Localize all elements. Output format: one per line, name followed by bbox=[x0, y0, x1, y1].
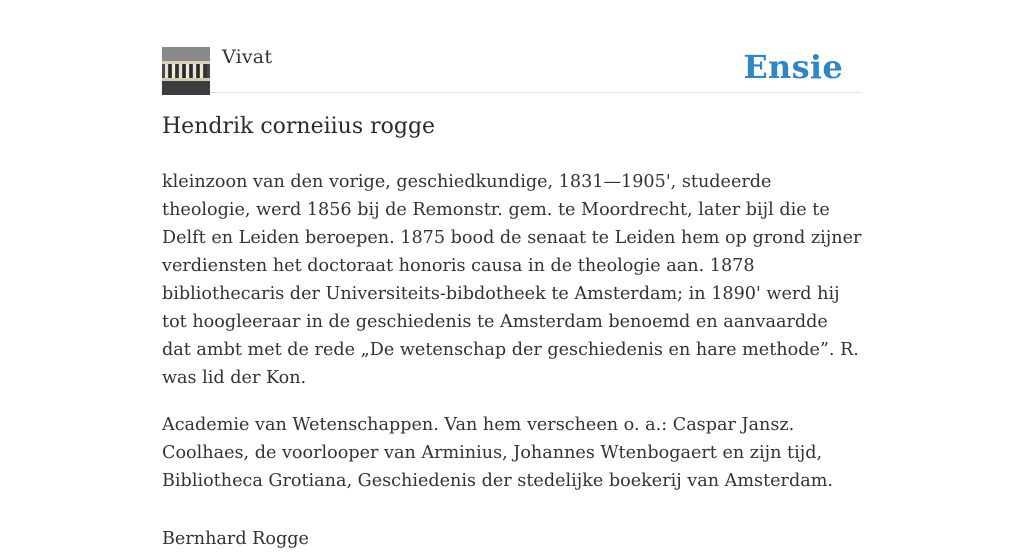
article-body bbox=[162, 168, 862, 553]
content-column bbox=[162, 0, 862, 549]
bookshelf-photo-icon bbox=[162, 47, 210, 95]
article-title: Hendrik corneiius rogge bbox=[162, 114, 436, 139]
article-paragraph: kleinzoon van den vorige, geschiedkundige, 1831—1905', studeerde theologie, werd 1856 bij de Remonstr. gem. te Moordrecht, later bijl die te Delft en Leiden beroepen. 1875 bood de senaat te Leiden hem op grond zijner verdiensten het doctoraat honoris causa in de theologie aan. 1878 bibliothecaris der Universiteits-bibdotheek te Amsterdam; in 1890' werd hij tot hoogleeraar in de geschiedenis te Amsterdam benoemd en aanvaardde dat ambt met de rede „De wetenschap der geschiedenis en hare methode”. R. was lid der Kon. bbox=[162, 172, 862, 388]
next-article-title[interactable]: Bernhard Rogge bbox=[162, 529, 309, 549]
article-paragraph: Academie van Wetenschappen. Van hem verscheen o. a.: Caspar Jansz. Coolhaes, de voorlooper van Arminius, Johannes Wtenbogaert en zijn tijd, Bibliotheca Grotiana, Geschiedenis der stedelijke boekerij van Amsterdam. bbox=[162, 415, 833, 491]
header bbox=[162, 0, 862, 93]
source-name[interactable]: Vivat bbox=[222, 46, 273, 68]
source-avatar[interactable] bbox=[162, 47, 210, 95]
brand-logo[interactable]: Ensie bbox=[743, 48, 843, 86]
